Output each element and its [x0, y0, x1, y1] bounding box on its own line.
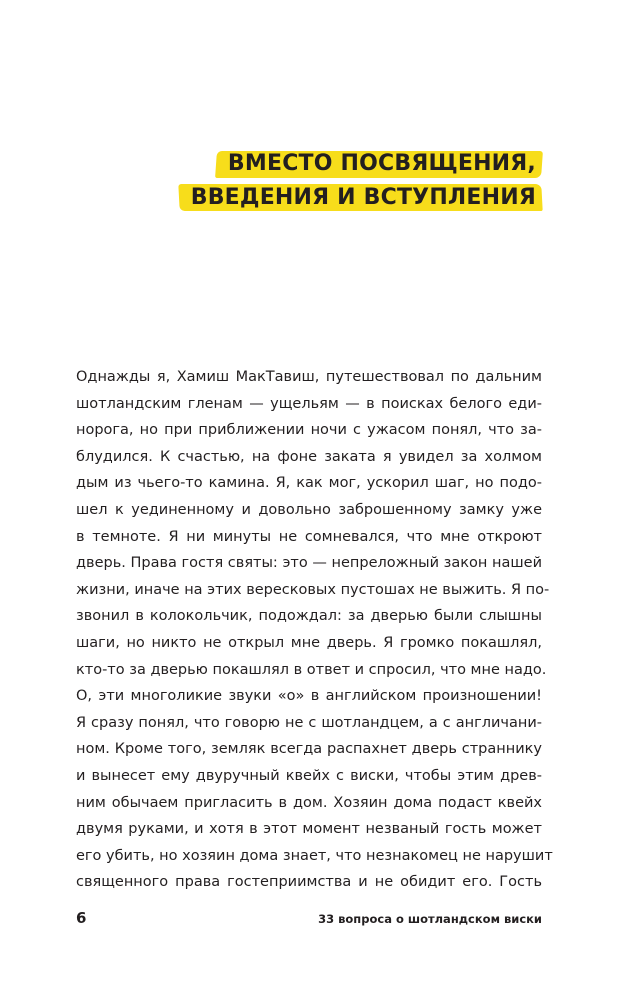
body-line: шотландским гленам — ущельям — в поисках белого еди- [76, 395, 542, 412]
body-line: ном. Кроме того, земляк всегда распахнет дверь страннику [76, 741, 542, 758]
body-line: кто-то за дверью покашлял в ответ и спросил, что мне надо. [76, 661, 547, 678]
chapter-heading [179, 148, 542, 214]
body-line: дверь. Права гостя святы: это — непреложный закон нашей [76, 555, 542, 572]
body-paragraph [76, 364, 553, 896]
chapter-heading-line-1: ВМЕСТО ПОСВЯЩЕНИЯ, [216, 148, 542, 180]
body-line: ним обычаем пригласить в дом. Хозяин дома подаст квейх [76, 794, 542, 811]
page-number: 6 [76, 909, 87, 927]
body-line: Однажды я, Хамиш МакТавиш, путешествовал по дальним [76, 369, 542, 385]
chapter-heading-line-2: ВВЕДЕНИЯ И ВСТУПЛЕНИЯ [179, 182, 542, 214]
body-line: двумя руками, и хотя в этот момент незваный гость может [76, 821, 542, 838]
body-line: его убить, но хозяин дома знает, что незнакомец не нарушит [76, 847, 553, 864]
body-line: дым из чьего-то камина. Я, как мог, ускорил шаг, но подо- [76, 475, 542, 492]
body-line: О, эти многоликие звуки «о» в английском произношении! [76, 688, 542, 705]
body-line: священного права гостеприимства и не обидит его. Гость [76, 874, 542, 891]
body-line: шел к уединенному и довольно заброшенному замку уже [76, 501, 542, 518]
body-line: Я сразу понял, что говорю не с шотландцем, а с англичани- [76, 714, 542, 731]
body-line: блудился. К счастью, на фоне заката я увидел за холмом [76, 448, 542, 465]
body-line: в темноте. Я ни минуты не сомневался, что мне откроют [76, 528, 542, 545]
body-line: жизни, иначе на этих вересковых пустошах не выжить. Я по- [76, 581, 550, 598]
body-line: и вынесет ему двуручный квейх с виски, чтобы этим древ- [76, 767, 542, 784]
body-line: шаги, но никто не открыл мне дверь. Я громко покашлял, [76, 634, 542, 651]
body-line: звонил в колокольчик, подождал: за дверью были слышны [76, 608, 542, 625]
running-title: 33 вопроса о шотландском виски [318, 912, 542, 926]
body-line: норога, но при приближении ночи с ужасом понял, что за- [76, 422, 542, 439]
